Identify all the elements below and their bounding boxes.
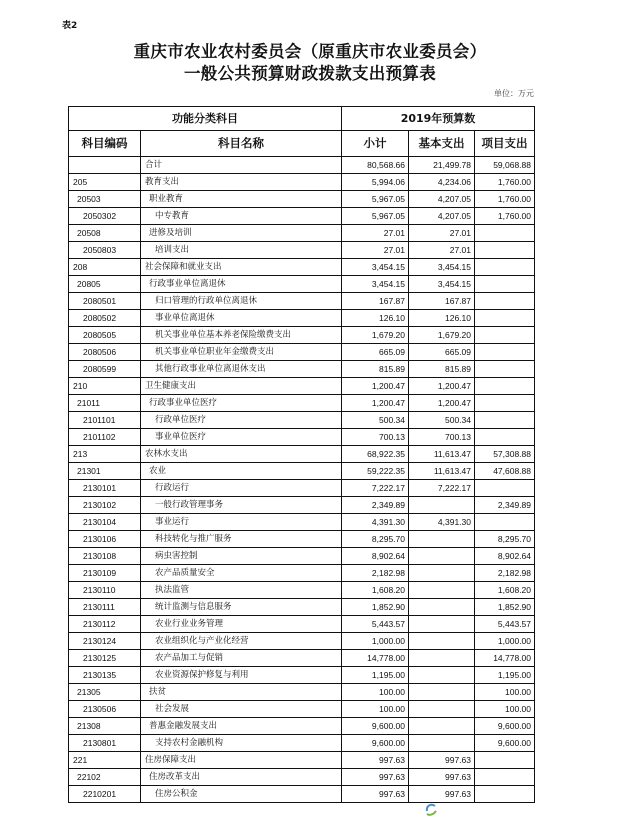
- cell-basic: [409, 582, 475, 599]
- cell-code: 2080506: [69, 344, 141, 361]
- table-row: [69, 582, 535, 599]
- cell-subtotal: 5,967.05: [342, 208, 409, 225]
- cell-subtotal: 2,349.89: [342, 497, 409, 514]
- cell-project: 9,600.00: [475, 718, 535, 735]
- cell-name: 住房保障支出: [141, 752, 342, 769]
- cell-subtotal: 8,295.70: [342, 531, 409, 548]
- cell-project: [475, 395, 535, 412]
- cell-subtotal: 1,679.20: [342, 327, 409, 344]
- cell-basic: [409, 650, 475, 667]
- cell-project: [475, 480, 535, 497]
- cell-project: [475, 344, 535, 361]
- cell-project: 100.00: [475, 684, 535, 701]
- cell-name: 一般行政管理事务: [141, 497, 342, 514]
- table-row: [69, 514, 535, 531]
- cell-code: 21011: [69, 395, 141, 412]
- cell-code: 2080501: [69, 293, 141, 310]
- cell-basic: 3,454.15: [409, 259, 475, 276]
- header-columns-row: [69, 131, 535, 157]
- cell-subtotal: 14,778.00: [342, 650, 409, 667]
- cell-name: 社会发展: [141, 701, 342, 718]
- table-row: [69, 667, 535, 684]
- table-row: [69, 548, 535, 565]
- header-group-row: [69, 107, 535, 131]
- cell-code: 2130104: [69, 514, 141, 531]
- table-row: [69, 616, 535, 633]
- cell-name: 农业资源保护修复与利用: [141, 667, 342, 684]
- cell-project: [475, 786, 535, 803]
- table-row: [69, 344, 535, 361]
- cell-basic: [409, 684, 475, 701]
- cell-code: 205: [69, 174, 141, 191]
- cell-subtotal: 7,222.17: [342, 480, 409, 497]
- cell-basic: 665.09: [409, 344, 475, 361]
- cell-subtotal: 100.00: [342, 701, 409, 718]
- table-row: [69, 718, 535, 735]
- cell-code: 20508: [69, 225, 141, 242]
- cell-name: 行政事业单位医疗: [141, 395, 342, 412]
- cell-basic: 1,679.20: [409, 327, 475, 344]
- cell-code: 2130506: [69, 701, 141, 718]
- cell-project: 57,308.88: [475, 446, 535, 463]
- cell-code: 2080505: [69, 327, 141, 344]
- cell-subtotal: 59,222.35: [342, 463, 409, 480]
- table-row: [69, 497, 535, 514]
- cell-code: 20503: [69, 191, 141, 208]
- cell-basic: [409, 599, 475, 616]
- cell-name: 进修及培训: [141, 225, 342, 242]
- cell-code: 2130102: [69, 497, 141, 514]
- cell-basic: 700.13: [409, 429, 475, 446]
- cell-name: 农产品加工与促销: [141, 650, 342, 667]
- cell-basic: [409, 667, 475, 684]
- cell-code: [69, 157, 141, 174]
- cell-project: [475, 429, 535, 446]
- header-code: 科目编码: [69, 131, 141, 157]
- cell-code: 22102: [69, 769, 141, 786]
- cell-subtotal: 27.01: [342, 242, 409, 259]
- cell-project: 8,295.70: [475, 531, 535, 548]
- cell-project: [475, 769, 535, 786]
- cell-name: 合计: [141, 157, 342, 174]
- cell-name: 机关事业单位职业年金缴费支出: [141, 344, 342, 361]
- cell-code: 2130125: [69, 650, 141, 667]
- cell-project: 1,760.00: [475, 208, 535, 225]
- cell-project: 1,000.00: [475, 633, 535, 650]
- cell-name: 职业教育: [141, 191, 342, 208]
- cell-basic: 1,200.47: [409, 378, 475, 395]
- cell-name: 统计监测与信息服务: [141, 599, 342, 616]
- table-row: [69, 735, 535, 752]
- cell-basic: 500.34: [409, 412, 475, 429]
- cell-code: 21301: [69, 463, 141, 480]
- header-project: 项目支出: [475, 131, 535, 157]
- document-subtitle: 一般公共预算财政拨款支出预算表: [184, 64, 436, 83]
- cell-code: 221: [69, 752, 141, 769]
- table-row: [69, 412, 535, 429]
- cell-project: [475, 293, 535, 310]
- cell-project: 1,195.00: [475, 667, 535, 684]
- cell-project: [475, 259, 535, 276]
- cell-basic: 27.01: [409, 225, 475, 242]
- cell-subtotal: 126.10: [342, 310, 409, 327]
- table-row: [69, 446, 535, 463]
- table-row: [69, 259, 535, 276]
- table-row: [69, 191, 535, 208]
- cell-name: 农业组织化与产业化经营: [141, 633, 342, 650]
- cell-subtotal: 5,443.57: [342, 616, 409, 633]
- cell-basic: [409, 633, 475, 650]
- cell-project: 8,902.64: [475, 548, 535, 565]
- cell-project: 1,852.90: [475, 599, 535, 616]
- cell-code: 2130110: [69, 582, 141, 599]
- cell-project: [475, 327, 535, 344]
- cell-name: 支持农村金融机构: [141, 735, 342, 752]
- cell-basic: [409, 616, 475, 633]
- table-row: [69, 276, 535, 293]
- cell-name: 住房改革支出: [141, 769, 342, 786]
- cell-name: 其他行政事业单位离退休支出: [141, 361, 342, 378]
- cell-name: 扶贫: [141, 684, 342, 701]
- table-row: [69, 650, 535, 667]
- cell-project: [475, 310, 535, 327]
- cell-subtotal: 80,568.66: [342, 157, 409, 174]
- cell-subtotal: 2,182.98: [342, 565, 409, 582]
- cell-code: 2130124: [69, 633, 141, 650]
- cell-name: 社会保障和就业支出: [141, 259, 342, 276]
- table-row: [69, 378, 535, 395]
- cell-basic: 167.87: [409, 293, 475, 310]
- table-row: [69, 310, 535, 327]
- cell-project: 2,182.98: [475, 565, 535, 582]
- table-row: [69, 293, 535, 310]
- cell-subtotal: 4,391.30: [342, 514, 409, 531]
- cell-subtotal: 3,454.15: [342, 259, 409, 276]
- cell-subtotal: 1,200.47: [342, 395, 409, 412]
- cell-basic: 11,613.47: [409, 463, 475, 480]
- header-name: 科目名称: [141, 131, 342, 157]
- cell-name: 农业: [141, 463, 342, 480]
- header-budget-year: 2019年预算数: [342, 107, 535, 131]
- cell-code: 2130109: [69, 565, 141, 582]
- cell-code: 2130135: [69, 667, 141, 684]
- table-row: [69, 429, 535, 446]
- cell-name: 普惠金融发展支出: [141, 718, 342, 735]
- cell-name: 行政事业单位离退休: [141, 276, 342, 293]
- cell-name: 事业单位离退休: [141, 310, 342, 327]
- table-row: [69, 633, 535, 650]
- cell-project: 9,600.00: [475, 735, 535, 752]
- cell-name: 住房公积金: [141, 786, 342, 803]
- table-row: [69, 786, 535, 803]
- cell-subtotal: 3,454.15: [342, 276, 409, 293]
- cell-name: 行政运行: [141, 480, 342, 497]
- table-row: [69, 684, 535, 701]
- cell-project: [475, 361, 535, 378]
- cell-basic: [409, 701, 475, 718]
- cell-basic: 4,234.06: [409, 174, 475, 191]
- table-row: [69, 565, 535, 582]
- cell-subtotal: 1,195.00: [342, 667, 409, 684]
- budget-table: [68, 106, 535, 803]
- cell-code: 2080502: [69, 310, 141, 327]
- cell-project: 14,778.00: [475, 650, 535, 667]
- cell-name: 病虫害控制: [141, 548, 342, 565]
- cell-subtotal: 1,608.20: [342, 582, 409, 599]
- table-row: [69, 242, 535, 259]
- cell-subtotal: 700.13: [342, 429, 409, 446]
- cell-project: [475, 225, 535, 242]
- cell-project: [475, 276, 535, 293]
- cell-code: 210: [69, 378, 141, 395]
- table-row: [69, 599, 535, 616]
- cell-project: 2,349.89: [475, 497, 535, 514]
- cell-basic: 21,499.78: [409, 157, 475, 174]
- cell-subtotal: 100.00: [342, 684, 409, 701]
- cell-name: 归口管理的行政单位离退休: [141, 293, 342, 310]
- cell-basic: [409, 718, 475, 735]
- cell-basic: 997.63: [409, 769, 475, 786]
- cell-basic: [409, 497, 475, 514]
- cell-basic: 7,222.17: [409, 480, 475, 497]
- table-row: [69, 480, 535, 497]
- table-row: [69, 157, 535, 174]
- cell-subtotal: 8,902.64: [342, 548, 409, 565]
- table-row: [69, 531, 535, 548]
- header-function-category: 功能分类科目: [69, 107, 342, 131]
- table-row: [69, 752, 535, 769]
- cell-subtotal: 9,600.00: [342, 735, 409, 752]
- cell-basic: 27.01: [409, 242, 475, 259]
- cell-subtotal: 9,600.00: [342, 718, 409, 735]
- cell-basic: [409, 735, 475, 752]
- cell-subtotal: 500.34: [342, 412, 409, 429]
- cell-code: 208: [69, 259, 141, 276]
- cell-subtotal: 27.01: [342, 225, 409, 242]
- header-basic: 基本支出: [409, 131, 475, 157]
- cell-project: 5,443.57: [475, 616, 535, 633]
- cell-name: 农林水支出: [141, 446, 342, 463]
- cell-subtotal: 167.87: [342, 293, 409, 310]
- cell-code: 2050302: [69, 208, 141, 225]
- cell-basic: [409, 531, 475, 548]
- logo-swirl-icon: [424, 803, 438, 817]
- cell-basic: 1,200.47: [409, 395, 475, 412]
- cell-project: 1,760.00: [475, 191, 535, 208]
- table-row: [69, 701, 535, 718]
- cell-project: [475, 752, 535, 769]
- cell-basic: 11,613.47: [409, 446, 475, 463]
- cell-name: 农产品质量安全: [141, 565, 342, 582]
- cell-subtotal: 68,922.35: [342, 446, 409, 463]
- table-row: [69, 174, 535, 191]
- cell-name: 培训支出: [141, 242, 342, 259]
- cell-name: 事业单位医疗: [141, 429, 342, 446]
- table-row: [69, 463, 535, 480]
- cell-subtotal: 997.63: [342, 786, 409, 803]
- cell-subtotal: 1,200.47: [342, 378, 409, 395]
- table-row: [69, 769, 535, 786]
- cell-name: 机关事业单位基本养老保险缴费支出: [141, 327, 342, 344]
- cell-subtotal: 5,967.05: [342, 191, 409, 208]
- cell-basic: 815.89: [409, 361, 475, 378]
- cell-name: 中专教育: [141, 208, 342, 225]
- cell-code: 2130108: [69, 548, 141, 565]
- cell-project: 47,608.88: [475, 463, 535, 480]
- cell-code: 2130112: [69, 616, 141, 633]
- document-title: 重庆市农业农村委员会（原重庆市农业委员会）: [133, 42, 487, 61]
- cell-basic: 4,391.30: [409, 514, 475, 531]
- table-row: [69, 208, 535, 225]
- cell-project: [475, 242, 535, 259]
- unit-label: 单位：万元: [494, 89, 534, 98]
- cell-basic: 3,454.15: [409, 276, 475, 293]
- table-label: 表2: [62, 21, 78, 31]
- table-body: [69, 157, 535, 803]
- cell-basic: 126.10: [409, 310, 475, 327]
- cell-subtotal: 1,000.00: [342, 633, 409, 650]
- cell-subtotal: 997.63: [342, 769, 409, 786]
- cell-basic: 997.63: [409, 786, 475, 803]
- cell-code: 2080599: [69, 361, 141, 378]
- cell-name: 教育支出: [141, 174, 342, 191]
- table-row: [69, 395, 535, 412]
- cell-project: 59,068.88: [475, 157, 535, 174]
- cell-basic: 4,207.05: [409, 191, 475, 208]
- header-subtotal: 小计: [342, 131, 409, 157]
- cell-name: 执法监管: [141, 582, 342, 599]
- cell-basic: 4,207.05: [409, 208, 475, 225]
- cell-name: 农业行业业务管理: [141, 616, 342, 633]
- cell-basic: [409, 565, 475, 582]
- cell-code: 2101101: [69, 412, 141, 429]
- cell-name: 卫生健康支出: [141, 378, 342, 395]
- cell-code: 2101102: [69, 429, 141, 446]
- cell-project: [475, 412, 535, 429]
- cell-code: 20805: [69, 276, 141, 293]
- cell-project: 1,760.00: [475, 174, 535, 191]
- cell-code: 21305: [69, 684, 141, 701]
- cell-subtotal: 5,994.06: [342, 174, 409, 191]
- cell-code: 213: [69, 446, 141, 463]
- cell-name: 事业运行: [141, 514, 342, 531]
- cell-project: [475, 514, 535, 531]
- cell-project: 1,608.20: [475, 582, 535, 599]
- cell-code: 2210201: [69, 786, 141, 803]
- table-row: [69, 327, 535, 344]
- cell-basic: [409, 548, 475, 565]
- cell-code: 2130111: [69, 599, 141, 616]
- cell-code: 2130801: [69, 735, 141, 752]
- cell-name: 行政单位医疗: [141, 412, 342, 429]
- cell-subtotal: 665.09: [342, 344, 409, 361]
- table-row: [69, 225, 535, 242]
- cell-code: 2130101: [69, 480, 141, 497]
- cell-code: 2050803: [69, 242, 141, 259]
- cell-project: 100.00: [475, 701, 535, 718]
- cell-code: 2130106: [69, 531, 141, 548]
- cell-name: 科技转化与推广服务: [141, 531, 342, 548]
- cell-subtotal: 815.89: [342, 361, 409, 378]
- cell-basic: 997.63: [409, 752, 475, 769]
- table-row: [69, 361, 535, 378]
- cell-project: [475, 378, 535, 395]
- cell-subtotal: 1,852.90: [342, 599, 409, 616]
- cell-code: 21308: [69, 718, 141, 735]
- cell-subtotal: 997.63: [342, 752, 409, 769]
